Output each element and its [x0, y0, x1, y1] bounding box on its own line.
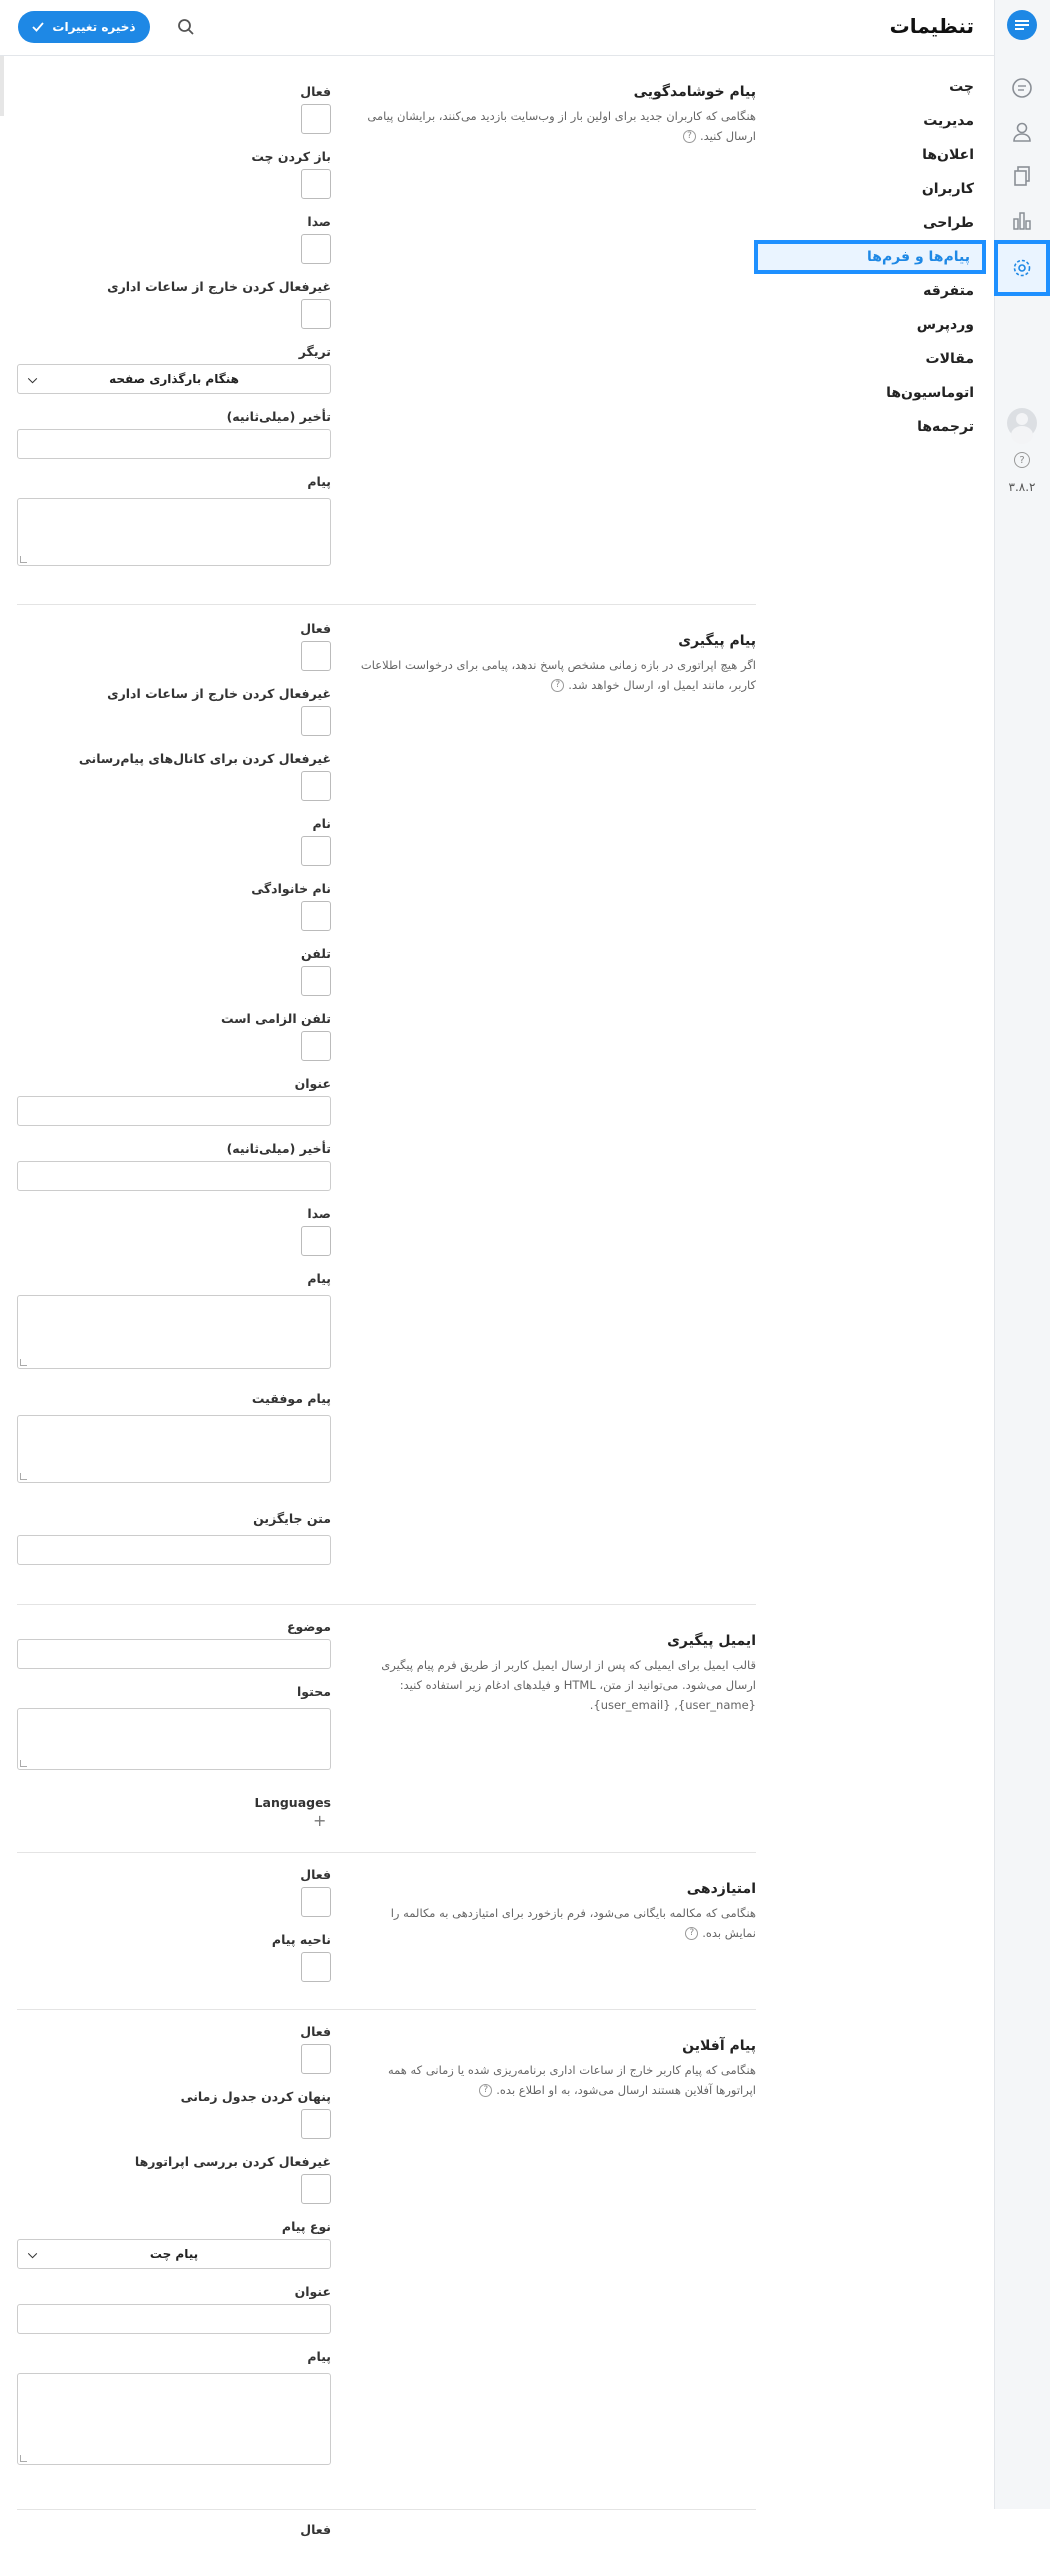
- followup-active-field: [17, 621, 331, 639]
- field-label: پیام: [307, 2349, 331, 2364]
- section-description: [356, 2060, 756, 2100]
- welcome-sound-checkbox[interactable]: [301, 234, 331, 264]
- followup-message-textarea[interactable]: [17, 1295, 331, 1369]
- followup-active-checkbox[interactable]: [301, 641, 331, 671]
- nav-item-translations[interactable]: ترجمه‌ها: [917, 419, 974, 435]
- followup-disable-office-field: [17, 686, 331, 704]
- field-label: نام: [312, 816, 331, 831]
- field-label: صدا: [307, 1206, 331, 1221]
- field-label: متن جایگزین: [253, 1511, 331, 1526]
- followup-placeholder-field: [17, 1511, 331, 1529]
- app-logo-icon[interactable]: [1007, 10, 1037, 40]
- followup-success-field: [17, 1391, 331, 1409]
- welcome-open-chat-checkbox[interactable]: [301, 169, 331, 199]
- offline-active-checkbox[interactable]: [301, 2044, 331, 2074]
- field-label: تلفن الزامی است: [221, 1011, 331, 1026]
- search-icon[interactable]: [174, 15, 198, 39]
- next-section: [17, 2510, 756, 2570]
- followup-name-checkbox[interactable]: [301, 836, 331, 866]
- field-label: نوع پیام: [281, 2219, 331, 2234]
- select-value: هنگام بارگذاری صفحه: [109, 372, 239, 386]
- welcome-disable-office-field: [17, 279, 331, 297]
- chat-icon[interactable]: [1008, 74, 1036, 102]
- field-label: باز کردن چت: [251, 149, 331, 164]
- nav-item-chat[interactable]: چت: [949, 79, 974, 95]
- section-description-text: هنگامی که پیام کاربر خارج از ساعات اداری برنامه‌ریزی شده یا زمانی که همه اپراتورها آفلاین هستند ارسال می‌شود، به او اطلاع بده.: [387, 2063, 756, 2097]
- help-icon[interactable]: ?: [683, 130, 696, 143]
- field-label: تأخیر (میلی‌ثانیه): [226, 409, 331, 424]
- field-label: فعال: [300, 621, 331, 636]
- offline-hide-timetable-checkbox[interactable]: [301, 2109, 331, 2139]
- icon-rail: [994, 0, 1050, 2509]
- nav-item-users[interactable]: کاربران: [921, 181, 974, 197]
- rating-message-area-field: [17, 1932, 331, 1950]
- page-title: تنظیمات: [889, 14, 974, 38]
- welcome-active-checkbox[interactable]: [301, 104, 331, 134]
- nav-item-misc[interactable]: متفرقه: [923, 283, 974, 299]
- section-description: [356, 1903, 756, 1943]
- email-content-textarea[interactable]: [17, 1708, 331, 1770]
- settings-nav: [778, 70, 978, 444]
- nav-item-design[interactable]: طراحی: [923, 215, 974, 231]
- help-icon[interactable]: ?: [479, 2084, 492, 2097]
- field-label: غیرفعال کردن خارج از ساعات اداری: [107, 279, 331, 294]
- nav-item-automations[interactable]: اتوماسیون‌ها: [886, 385, 974, 401]
- email-languages-field: [17, 1795, 331, 1830]
- followup-disable-office-checkbox[interactable]: [301, 706, 331, 736]
- followup-sound-field: [17, 1206, 331, 1224]
- field-label: فعال: [300, 2522, 331, 2537]
- section-description-text: اگر هیچ اپراتوری در بازه زمانی مشخص پاسخ ندهد، پیامی برای درخواست اطلاعات کاربر، مانند ایمیل او، ارسال خواهد شد.: [360, 658, 756, 692]
- chevron-down-icon: ⌵: [28, 2247, 38, 2261]
- rating-active-checkbox[interactable]: [301, 1887, 331, 1917]
- nav-item-admin[interactable]: مدیریت: [923, 113, 974, 129]
- rating-active-field: [17, 1867, 331, 1885]
- user-icon[interactable]: [1008, 118, 1036, 146]
- welcome-disable-office-checkbox[interactable]: [301, 299, 331, 329]
- field-label: غیرفعال کردن بررسی اپراتورها: [134, 2154, 331, 2169]
- offline-active-field: [17, 2024, 331, 2042]
- offline-message-type-select[interactable]: [17, 2239, 331, 2269]
- help-icon[interactable]: ?: [1014, 452, 1030, 468]
- offline-disable-operators-checkbox[interactable]: [301, 2174, 331, 2204]
- followup-disable-channels-checkbox[interactable]: [301, 771, 331, 801]
- offline-subject-input[interactable]: [17, 2304, 331, 2334]
- section-title: پیام پیگیری: [678, 633, 756, 649]
- followup-phone-required-field: [17, 1011, 331, 1029]
- app-version: ۳.۸.۲: [1008, 480, 1036, 494]
- section-description: [356, 655, 756, 695]
- field-label: تأخیر (میلی‌ثانیه): [226, 1141, 331, 1156]
- check-icon: [32, 22, 44, 32]
- field-label: محتوا: [297, 1684, 331, 1699]
- field-label: تریگر: [298, 344, 331, 359]
- section-title: پیام خوشامدگویی: [633, 84, 756, 100]
- save-button[interactable]: [18, 11, 150, 43]
- offline-message-textarea[interactable]: [17, 2373, 331, 2465]
- email-subject-input[interactable]: [17, 1639, 331, 1669]
- field-label: عنوان: [294, 1076, 331, 1091]
- followup-subject-input[interactable]: [17, 1096, 331, 1126]
- plus-icon[interactable]: +: [313, 1811, 327, 1830]
- nav-item-notifications[interactable]: اعلان‌ها: [922, 147, 974, 163]
- nav-item-wordpress[interactable]: وردپرس: [916, 317, 974, 333]
- welcome-trigger-select[interactable]: [17, 364, 331, 394]
- field-label: پیام موفقیت: [251, 1391, 331, 1406]
- followup-phone-field: [17, 946, 331, 964]
- gear-icon[interactable]: [1008, 254, 1036, 282]
- followup-last-name-field: [17, 881, 331, 899]
- field-label: فعال: [300, 84, 331, 99]
- welcome-active-field: [17, 84, 331, 102]
- field-label: غیرفعال کردن خارج از ساعات اداری: [107, 686, 331, 701]
- rating-section: [17, 1853, 756, 2010]
- settings-content: [0, 56, 778, 2570]
- chevron-down-icon: ⌵: [28, 372, 38, 386]
- email-content-field: [17, 1684, 331, 1702]
- section-description: قالب ایمیل برای ایمیلی که پس از ارسال ایمیل کاربر از طریق فرم پیام پیگیری ارسال می‌شود. می‌توانید از متن، HTML و فیلدهای ادغام زیر استفاده کنید: {user_name}, {user_email}.: [381, 1658, 756, 1712]
- welcome-message-section: [17, 56, 756, 605]
- welcome-delay-input[interactable]: [17, 429, 331, 459]
- avatar[interactable]: [1007, 408, 1037, 438]
- rating-message-area-checkbox[interactable]: [301, 1952, 331, 1982]
- followup-delay-field: [17, 1141, 331, 1159]
- followup-last-name-checkbox[interactable]: [301, 901, 331, 931]
- followup-delay-input[interactable]: [17, 1161, 331, 1191]
- field-label: Languages: [254, 1795, 331, 1810]
- header: [0, 0, 994, 56]
- section-info: [356, 84, 756, 146]
- section-description-text: هنگامی که مکالمه بایگانی می‌شود، فرم بازخورد برای امتیازدهی به مکالمه را نمایش بده.: [390, 1906, 756, 1940]
- next-active-field: [17, 2522, 331, 2540]
- offline-message-field: [17, 2349, 331, 2367]
- select-value: پیام چت: [149, 2247, 199, 2261]
- offline-hide-timetable-field: [17, 2089, 331, 2107]
- field-label: فعال: [300, 1867, 331, 1882]
- offline-message-section: [17, 2010, 756, 2510]
- documents-icon[interactable]: [1008, 162, 1036, 190]
- section-description-text: هنگامی که کاربران جدید برای اولین بار از وب‌سایت بازدید می‌کنند، برایشان پیامی ارسال کنید.: [367, 109, 756, 143]
- offline-subject-field: [17, 2284, 331, 2302]
- field-label: عنوان: [294, 2284, 331, 2299]
- section-info: [356, 1881, 756, 1943]
- field-label: ناحیه پیام: [271, 1932, 331, 1947]
- followup-message-section: [17, 605, 756, 1605]
- welcome-trigger-field: [17, 344, 331, 386]
- followup-success-textarea[interactable]: [17, 1415, 331, 1483]
- email-subject-field: [17, 1619, 331, 1637]
- welcome-message-textarea[interactable]: [17, 498, 331, 566]
- field-label: پیام: [307, 474, 331, 489]
- section-title: امتیازدهی: [686, 1881, 756, 1897]
- section-info: [356, 633, 756, 695]
- section-info: [356, 1633, 756, 1715]
- offline-disable-operators-field: [17, 2154, 331, 2172]
- welcome-open-chat-field: [17, 149, 331, 167]
- field-label: پیام: [307, 1271, 331, 1286]
- chart-icon[interactable]: [1008, 206, 1036, 234]
- followup-message-field: [17, 1271, 331, 1289]
- welcome-sound-field: [17, 214, 331, 232]
- field-label: پنهان کردن جدول زمانی: [180, 2089, 331, 2104]
- followup-phone-checkbox[interactable]: [301, 966, 331, 996]
- section-title: پیام آفلاین: [682, 2038, 756, 2054]
- followup-sound-checkbox[interactable]: [301, 1226, 331, 1256]
- field-label: غیرفعال کردن برای کانال‌های پیام‌رسانی: [78, 751, 331, 766]
- followup-phone-required-checkbox[interactable]: [301, 1031, 331, 1061]
- followup-name-field: [17, 816, 331, 834]
- section-title: ایمیل پیگیری: [667, 1633, 756, 1649]
- nav-item-articles[interactable]: مقالات: [925, 351, 974, 367]
- field-label: صدا: [307, 214, 331, 229]
- help-icon[interactable]: ?: [551, 679, 564, 692]
- help-icon[interactable]: ?: [685, 1927, 698, 1940]
- welcome-delay-field: [17, 409, 331, 427]
- section-description: [356, 106, 756, 146]
- followup-subject-field: [17, 1076, 331, 1094]
- followup-email-section: [17, 1605, 756, 1853]
- nav-item-messages-forms[interactable]: پیام‌ها و فرم‌ها: [754, 240, 986, 274]
- followup-disable-channels-field: [17, 751, 331, 769]
- welcome-message-field: [17, 474, 331, 492]
- field-label: موضوع: [286, 1619, 331, 1634]
- offline-message-type-field: [17, 2219, 331, 2261]
- save-button-label: ذخیره تغییرات: [52, 20, 136, 34]
- field-label: نام خانوادگی: [251, 881, 331, 896]
- followup-placeholder-input[interactable]: [17, 1535, 331, 1565]
- field-label: فعال: [300, 2024, 331, 2039]
- section-info: [356, 2038, 756, 2100]
- field-label: تلفن: [300, 946, 331, 961]
